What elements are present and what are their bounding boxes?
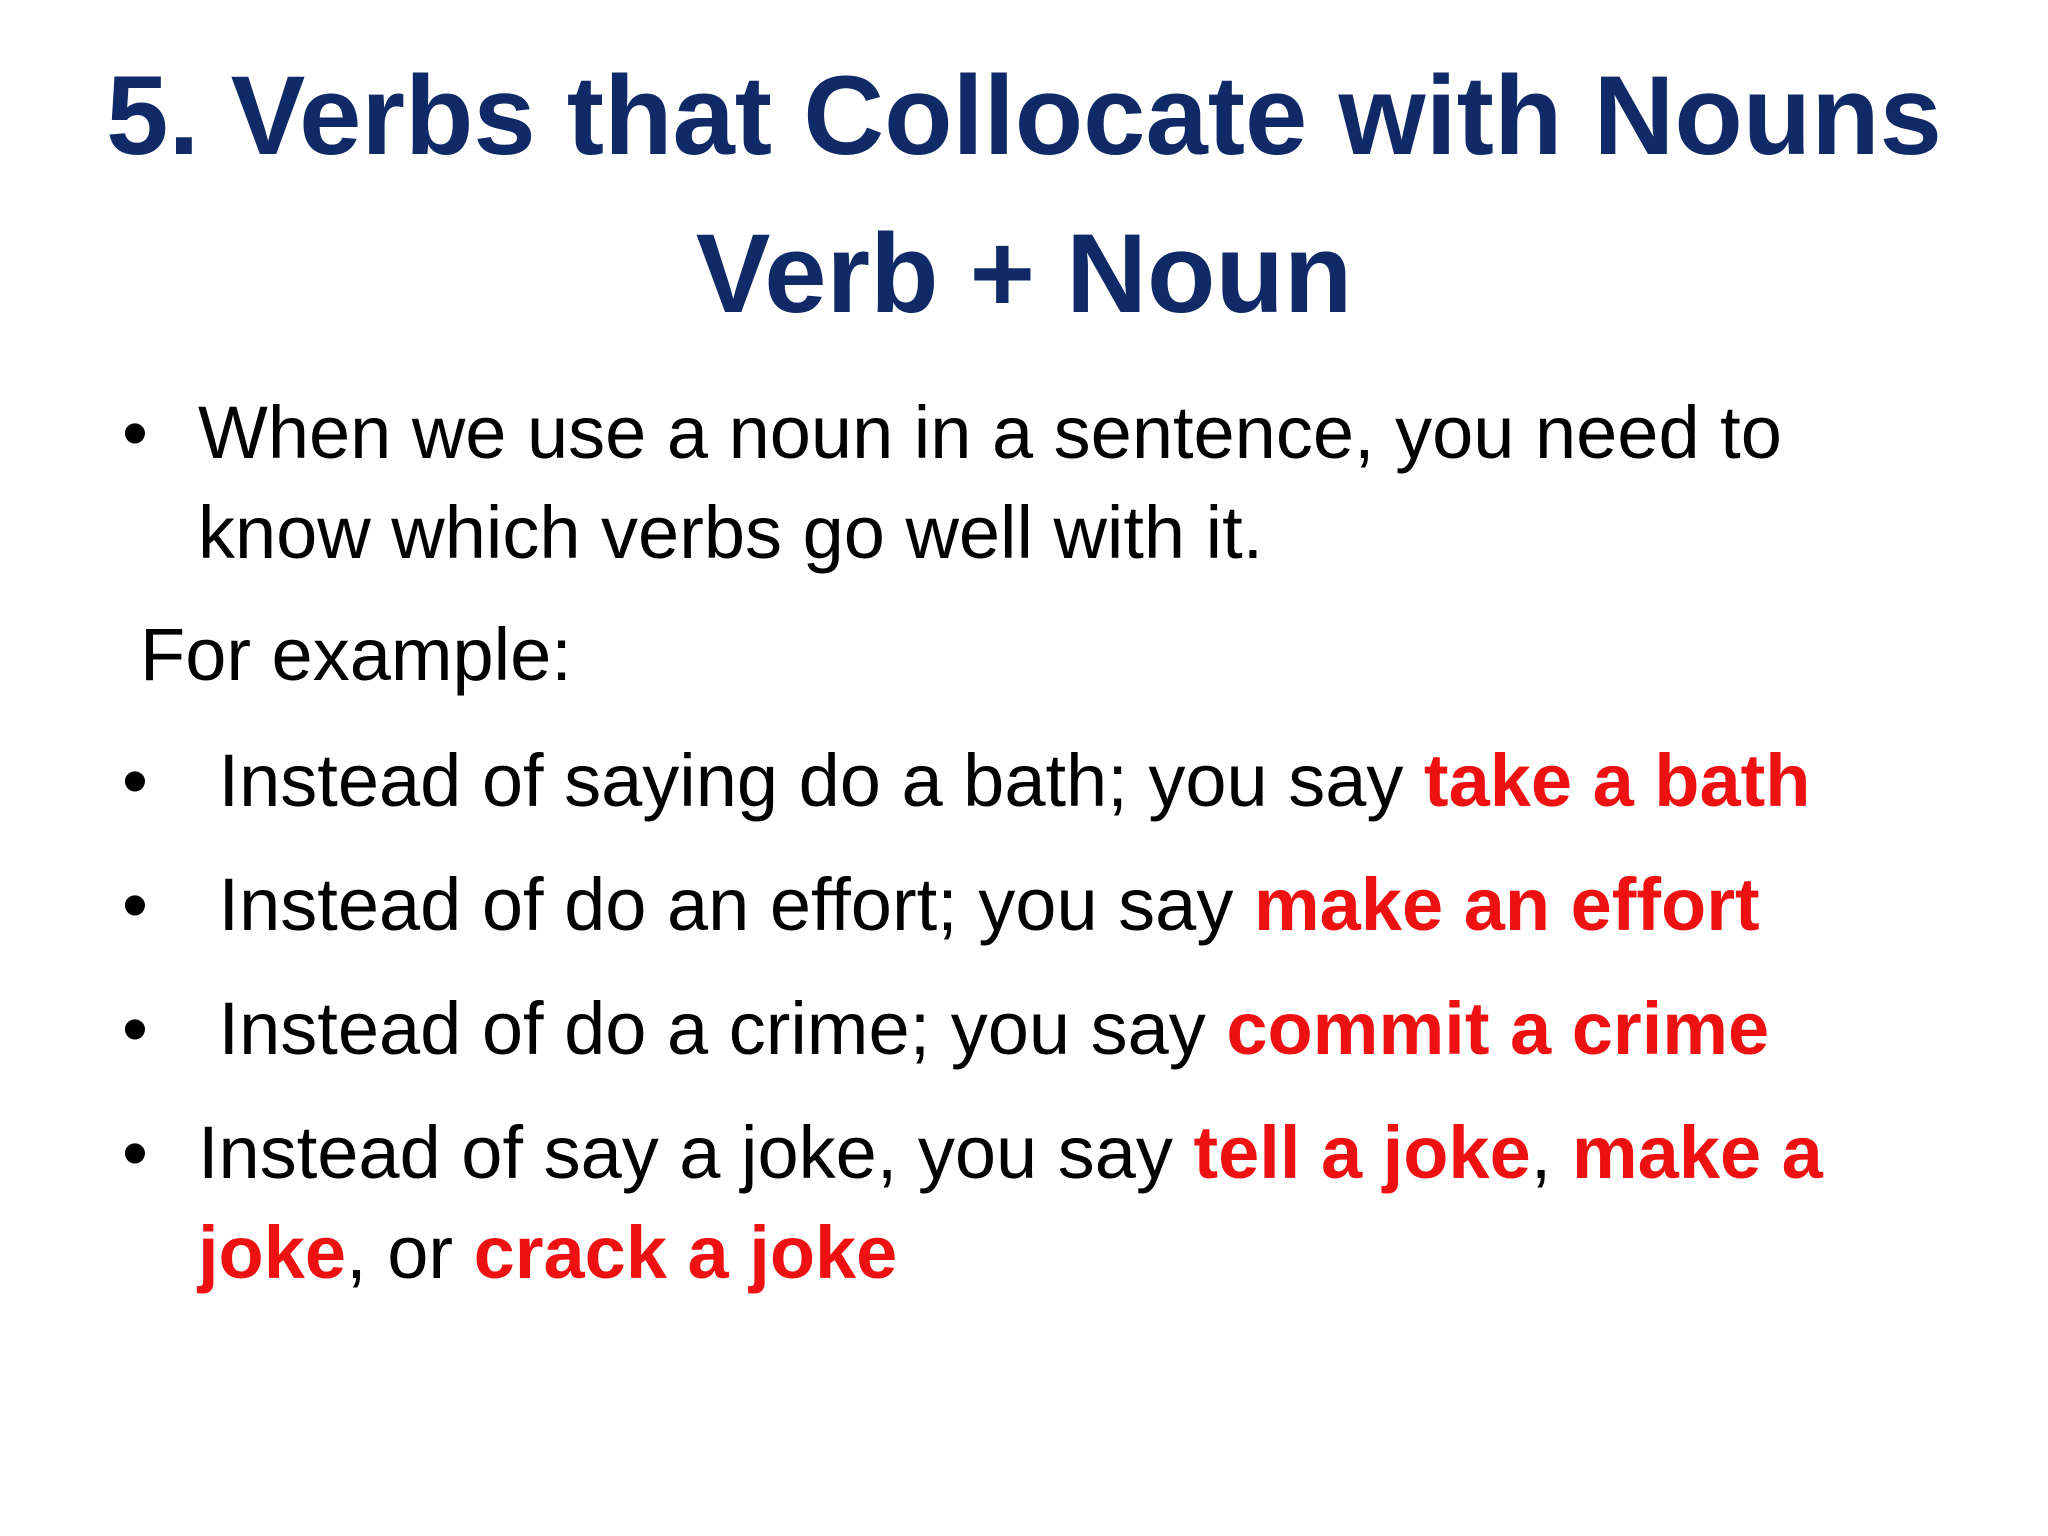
example-item: [198, 987, 1770, 1070]
example-text: Instead of do an effort; you say: [198, 863, 1254, 946]
bullet-marker: •: [122, 391, 148, 474]
joke-text: Instead of say a joke, you say: [198, 1111, 1194, 1194]
intro-line-2: know which verbs go well with it.: [198, 491, 1264, 574]
slide-title-line1: 5. Verbs that Collocate with Nouns: [106, 53, 1942, 178]
intro-line-1: When we use a noun in a sentence, you need to: [198, 391, 1782, 474]
example-text: Instead of do a crime; you say: [198, 987, 1227, 1070]
joke-answer-tell: tell a joke: [1193, 1111, 1531, 1194]
bullet-marker: •: [122, 987, 148, 1070]
joke-separator: , or: [346, 1211, 474, 1294]
bullet-marker: •: [122, 863, 148, 946]
example-item: [198, 739, 1811, 822]
joke-line-1: [198, 1111, 1823, 1194]
slide-title-line2: Verb + Noun: [695, 211, 1353, 336]
example-answer: make an effort: [1253, 863, 1760, 946]
example-answer: commit a crime: [1226, 987, 1770, 1070]
example-item: [198, 863, 1760, 946]
joke-answer-make: make a: [1571, 1111, 1823, 1194]
for-example-label: For example:: [140, 613, 572, 696]
bullet-marker: •: [122, 1111, 148, 1194]
joke-line-2: [198, 1211, 898, 1294]
joke-separator: ,: [1530, 1111, 1572, 1194]
joke-answer-make-cont: joke: [198, 1211, 347, 1294]
example-answer: take a bath: [1423, 739, 1811, 822]
joke-answer-crack: crack a joke: [473, 1211, 898, 1294]
example-text: Instead of saying do a bath; you say: [198, 739, 1424, 822]
bullet-marker: •: [122, 739, 148, 822]
